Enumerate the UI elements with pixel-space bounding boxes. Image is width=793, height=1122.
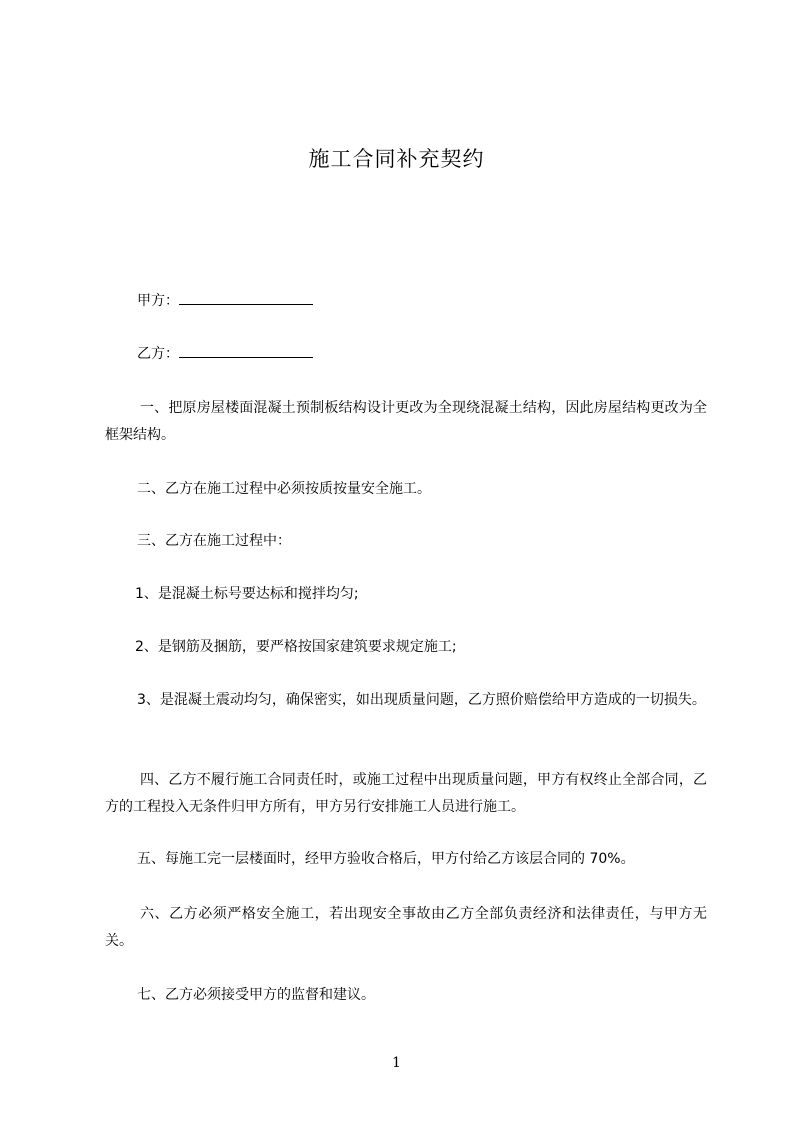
clause-3: 三、乙方在施工过程中： [137, 533, 291, 549]
clause-5: 五、每施工完一层楼面时，经甲方验收合格后，甲方付给乙方该层合同的 70%。 [137, 851, 635, 867]
clause-7: 七、乙方必须接受甲方的监督和建议。 [137, 987, 375, 1003]
document-title: 施工合同补充契约 [308, 147, 485, 171]
clause-1: 一、把原房屋楼面混凝土预制板结构设计更改为全现绕混凝土结构，因此房屋结构更改为全框架结构。 [105, 400, 707, 443]
party-b-blank [179, 344, 313, 358]
party-b-label: 乙方： [137, 346, 179, 362]
clause-3-item-2: 2、是钢筋及捆筋，要严格按国家建筑要求规定施工; [135, 639, 457, 655]
page-number: 1 [392, 1055, 401, 1071]
clause-6: 六、乙方必须严格安全施工，若出现安全事故由乙方全部负责经济和法律责任，与甲方无关。 [105, 906, 707, 949]
clause-3-item-1: 1、是混凝土标号要达标和搅拌均匀; [135, 586, 359, 602]
clause-4: 四、乙方不履行施工合同责任时，或施工过程中出现质量问题，甲方有权终止全部合同，乙方的工程投入无条件归甲方所有，甲方另行安排施工人员进行施工。 [105, 772, 707, 815]
party-a-line [137, 291, 313, 311]
party-a-label: 甲方： [137, 293, 179, 309]
party-a-blank [179, 291, 313, 305]
party-b-line [137, 344, 313, 364]
clause-3-item-3: 3、是混凝土震动均匀，确保密实，如出现质量问题，乙方照价赔偿给甲方造成的一切损失。 [137, 692, 706, 708]
clause-2: 二、乙方在施工过程中必须按质按量安全施工。 [137, 481, 431, 497]
